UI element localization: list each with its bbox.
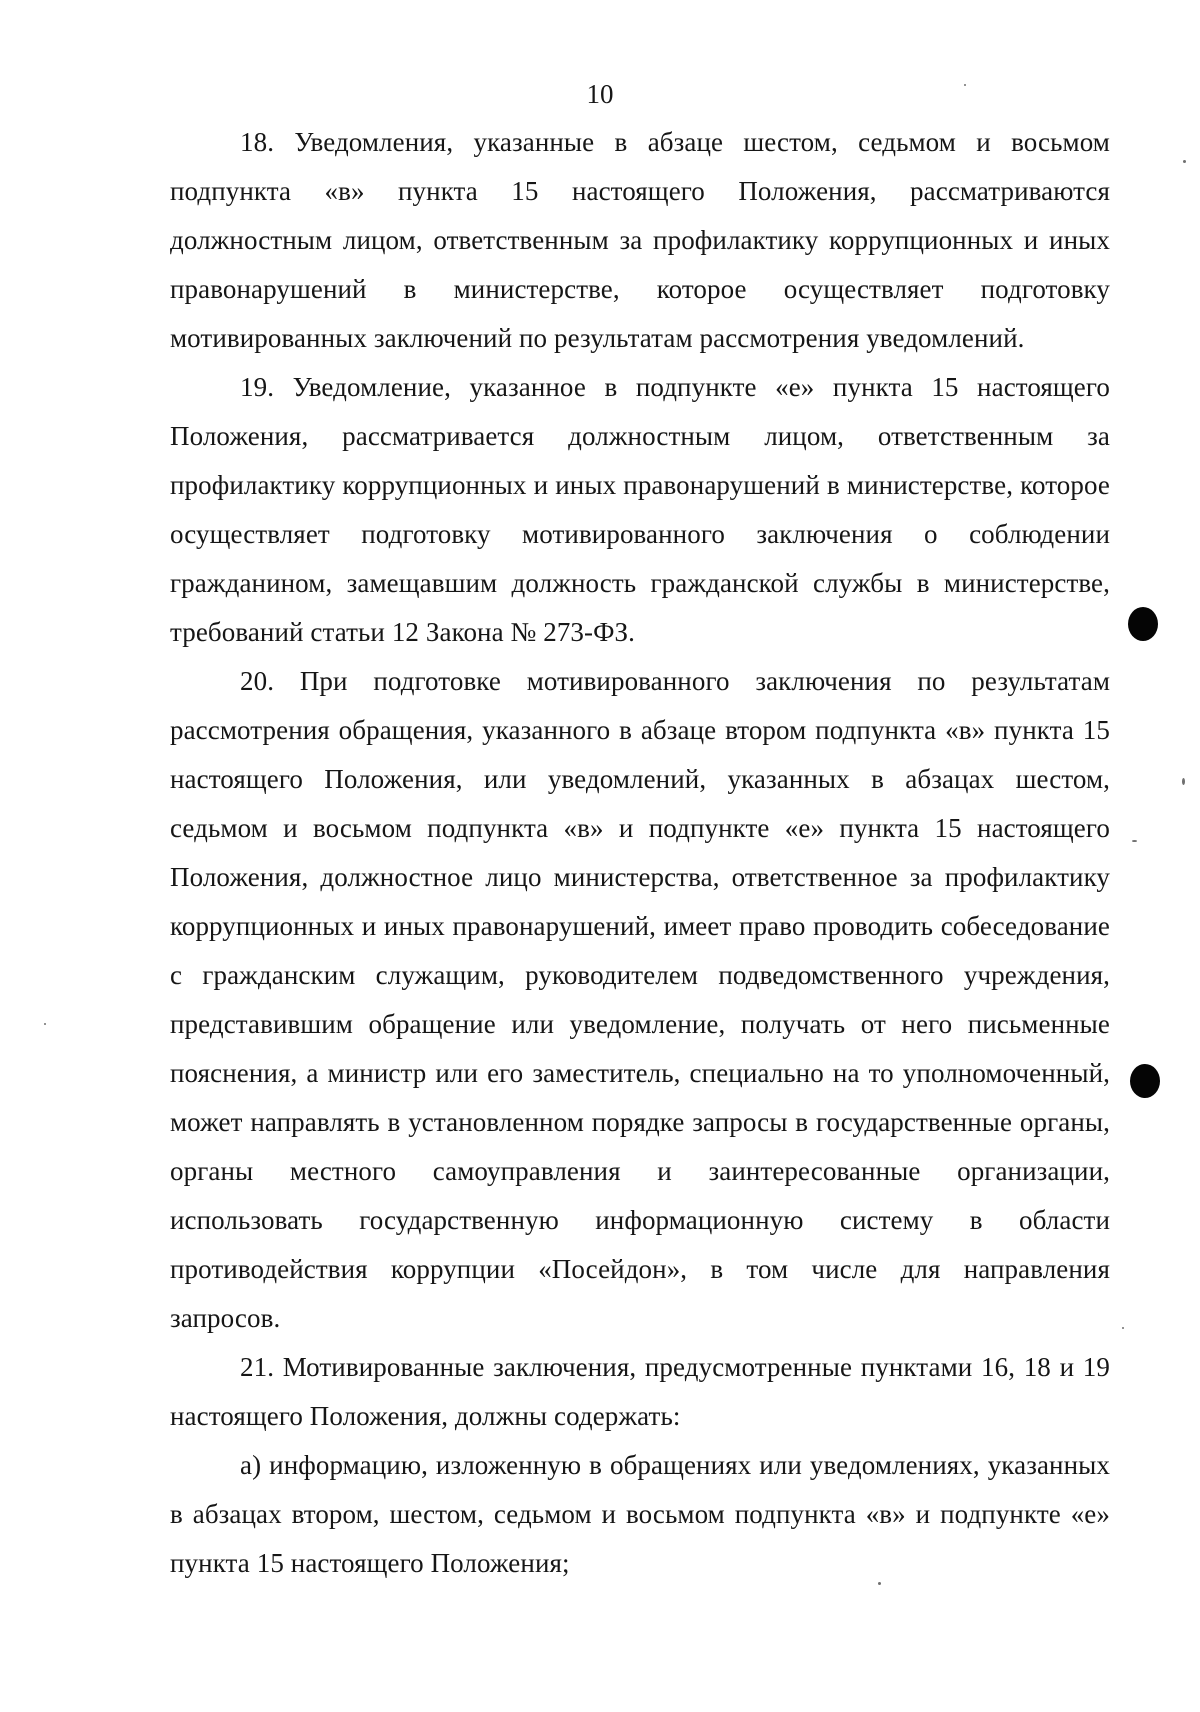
paragraph-21-a: а) информацию, изложенную в обращениях или уведомлениях, указанных в абзацах втором, шестом, седьмом и восьмом подпункта «в» и подпункте «е» пункта 15 настоящего Положения; (170, 1450, 1110, 1578)
scan-speck (964, 84, 966, 86)
scan-speck (44, 1023, 46, 1025)
paragraph-21: 21. Мотивированные заключения, предусмотренные пунктами 16, 18 и 19 настоящего Положения, должны содержать: (170, 1352, 1110, 1431)
scan-speck (1182, 778, 1185, 785)
scan-speck (1122, 1327, 1124, 1329)
paragraph-18: 18. Уведомления, указанные в абзаце шестом, седьмом и восьмом подпункта «в» пункта 15 настоящего Положения, рассматриваются должностным лицом, ответственным за профилактику коррупционных и иных правонарушений в министерстве, которое осуществляет подготовку мотивированных заключений по результатам рассмотрения уведомлений. (170, 127, 1110, 353)
scan-speck (878, 1582, 881, 1585)
paragraph-20: 20. При подготовке мотивированного заключения по результатам рассмотрения обращения, указанного в абзаце втором подпункта «в» пункта 15 настоящего Положения, или уведомлений, указанных в абзацах шестом, седьмом и восьмом подпункта «в» и подпункте «е» пункта 15 настоящего Положения, должностное лицо министерства, ответственное за профилактику коррупционных и иных правонарушений, имеет право проводить собеседование с гражданским служащим, руководителем подведомственного учреждения, представившим обращение или уведомление, получать от него письменные пояснения, а министр или его заместитель, специально на то уполномоченный, может направлять в установленном порядке запросы в государственные органы, органы местного самоуправления и заинтересованные организации, использовать государственную информационную систему в области противодействия коррупции «Посейдон», в том числе для направления запросов. (170, 666, 1110, 1333)
page-number: 10 (586, 79, 614, 109)
binder-hole-mark (1130, 1064, 1160, 1098)
binder-hole-mark (1128, 607, 1158, 641)
scan-speck (1132, 840, 1137, 842)
scan-speck (1183, 160, 1186, 163)
paragraph-19: 19. Уведомление, указанное в подпункте «е» пункта 15 настоящего Положения, рассматривается должностным лицом, ответственным за профилактику коррупционных и иных правонарушений в министерстве, которое осуществляет подготовку мотивированного заключения о соблюдении гражданином, замещавшим должность гражданской службы в министерстве, требований статьи 12 Закона № 273-ФЗ. (170, 372, 1110, 647)
document-body (170, 118, 1110, 1588)
